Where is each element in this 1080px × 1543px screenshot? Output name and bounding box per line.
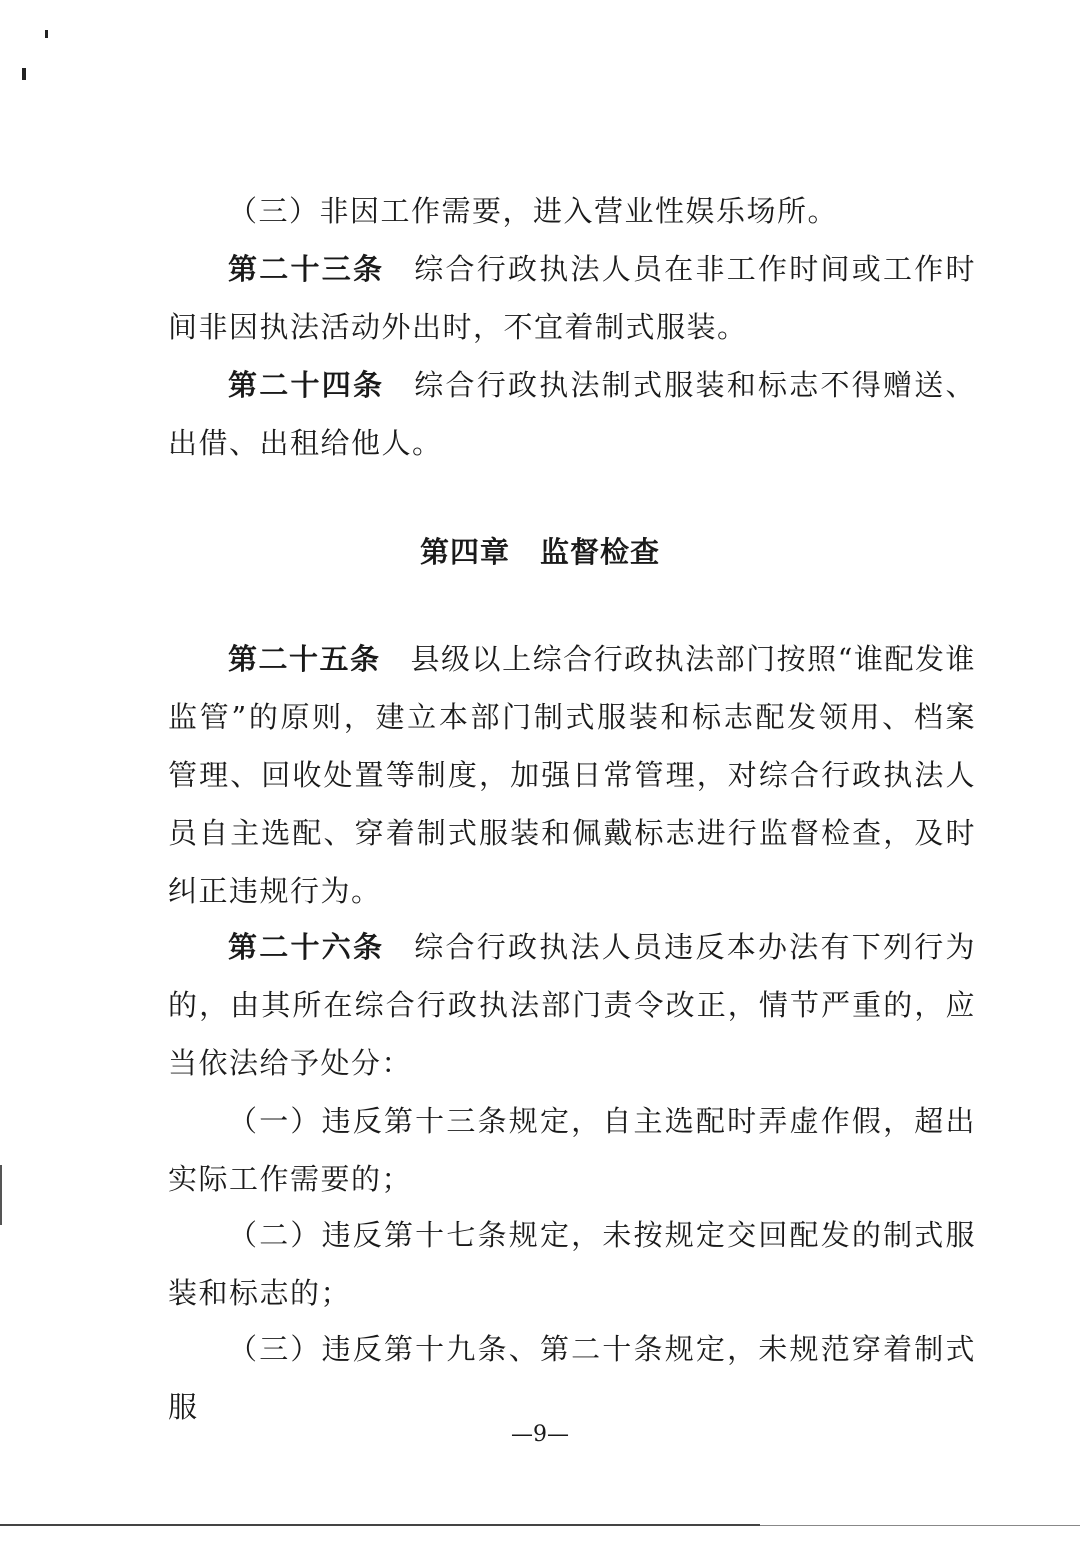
article-24	[168, 356, 976, 472]
chapter-heading	[0, 530, 1080, 571]
item-1: （一）违反第十三条规定，自主选配时弄虚作假，超出实际工作需要的；	[168, 1104, 976, 1196]
article-25-text: 县级以上综合行政执法部门按照“谁配发谁监管”的原则，建立本部门制式服装和标志配发领用、档案管理、回收处置等制度，加强日常管理，对综合行政执法人员自主选配、穿着制式服装和佩戴标志进行监督检查，及时纠正违规行为。	[168, 642, 976, 908]
scan-mark	[22, 68, 26, 80]
article-25	[168, 630, 976, 920]
article-24-number: 第二十四条	[228, 368, 385, 402]
article-23	[168, 240, 976, 356]
article-26	[168, 918, 976, 1092]
page-number: —9—	[511, 1422, 569, 1447]
item-2: （二）违反第十七条规定，未按规定交回配发的制式服装和标志的；	[168, 1218, 976, 1310]
item-3: （三）违反第十九条、第二十条规定，未规范穿着制式服	[168, 1332, 976, 1424]
chapter-title: 监督检查	[540, 535, 661, 569]
scan-bottom-edge	[760, 1525, 1080, 1526]
article-26-number: 第二十六条	[228, 930, 385, 964]
article-23-text: 综合行政执法人员在非工作时间或工作时间非因执法活动外出时，不宜着制式服装。	[168, 252, 976, 344]
scan-mark	[0, 1165, 2, 1225]
article-24-text: 综合行政执法制式服装和标志不得赠送、出借、出租给他人。	[168, 368, 976, 460]
article-26-text: 综合行政执法人员违反本办法有下列行为的，由其所在综合行政执法部门责令改正，情节严重的，应当依法给予处分：	[168, 930, 976, 1080]
chapter-number: 第四章	[419, 535, 510, 569]
article-23-number: 第二十三条	[228, 252, 385, 286]
article-25-number: 第二十五条	[228, 642, 381, 676]
item-3-non-work: （三）非因工作需要，进入营业性娱乐场所。	[228, 194, 839, 228]
scan-bottom-edge	[0, 1524, 760, 1526]
scan-mark	[45, 30, 48, 38]
